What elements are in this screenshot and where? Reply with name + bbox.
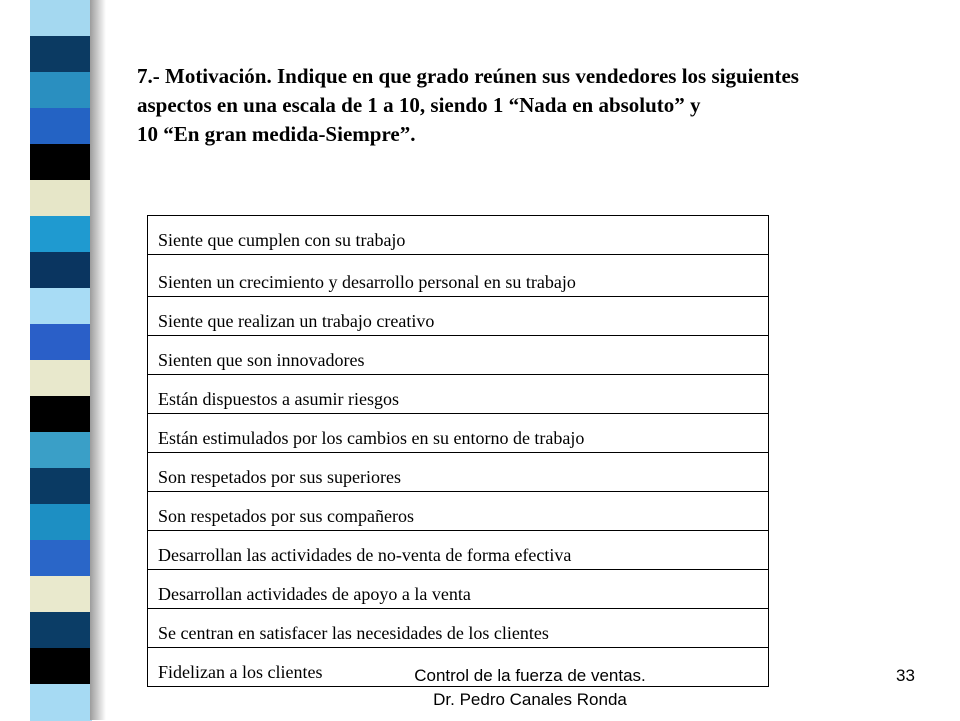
table-row	[148, 255, 769, 297]
stripe-segment	[30, 36, 92, 73]
stripe-segment	[30, 540, 92, 577]
aspect-cell: Se centran en satisfacer las necesidades de los clientes	[148, 609, 769, 648]
stripe-segment	[30, 396, 92, 433]
slide-title	[137, 62, 917, 149]
stripe-segment	[30, 576, 92, 613]
aspect-cell: Son respetados por sus superiores	[148, 453, 769, 492]
stripe-segment	[30, 108, 92, 145]
aspect-cell: Están dispuestos a asumir riesgos	[148, 375, 769, 414]
stripe-segment	[30, 432, 92, 469]
title-line: 7.- Motivación. Indique en que grado reúnen sus vendedores los siguientes	[137, 64, 799, 88]
footer-line: Control de la fuerza de ventas.	[414, 666, 646, 685]
decorative-stripe-bar	[30, 0, 92, 720]
stripe-segment	[30, 216, 92, 253]
table-row	[148, 336, 769, 375]
table-row	[148, 297, 769, 336]
aspect-cell: Sienten un crecimiento y desarrollo personal en su trabajo	[148, 255, 769, 297]
stripe-segment	[30, 72, 92, 109]
title-line: 10 “En gran medida-Siempre”.	[137, 122, 416, 146]
stripe-shadow	[90, 0, 106, 720]
stripe-segment	[30, 468, 92, 505]
table-row	[148, 492, 769, 531]
aspect-cell: Fidelizan a los clientes	[148, 648, 769, 687]
aspect-cell: Siente que realizan un trabajo creativo	[148, 297, 769, 336]
stripe-segment	[30, 252, 92, 289]
stripe-segment	[30, 612, 92, 649]
stripe-segment	[30, 144, 92, 181]
aspects-table	[147, 215, 769, 687]
table-row	[148, 216, 769, 255]
stripe-segment	[30, 324, 92, 361]
table-row	[148, 414, 769, 453]
footer	[330, 664, 730, 712]
table-row	[148, 453, 769, 492]
aspect-cell: Desarrollan actividades de apoyo a la venta	[148, 570, 769, 609]
stripe-segment	[30, 288, 92, 325]
footer-line: Dr. Pedro Canales Ronda	[433, 690, 627, 709]
table-row	[148, 609, 769, 648]
aspect-cell: Sienten que son innovadores	[148, 336, 769, 375]
stripe-segment	[30, 0, 92, 37]
stripe-segment	[30, 684, 92, 721]
table-row	[148, 531, 769, 570]
stripe-segment	[30, 648, 92, 685]
page-number: 33	[896, 666, 915, 685]
aspect-cell: Siente que cumplen con su trabajo	[148, 216, 769, 255]
aspect-cell: Son respetados por sus compañeros	[148, 492, 769, 531]
stripe-segment	[30, 360, 92, 397]
table-row	[148, 570, 769, 609]
title-line: aspectos en una escala de 1 a 10, siendo 1 “Nada en absoluto” y	[137, 93, 701, 117]
aspect-cell: Están estimulados por los cambios en su entorno de trabajo	[148, 414, 769, 453]
aspect-cell: Desarrollan las actividades de no-venta de forma efectiva	[148, 531, 769, 570]
table-row	[148, 375, 769, 414]
stripe-segment	[30, 504, 92, 541]
stripe-segment	[30, 180, 92, 217]
